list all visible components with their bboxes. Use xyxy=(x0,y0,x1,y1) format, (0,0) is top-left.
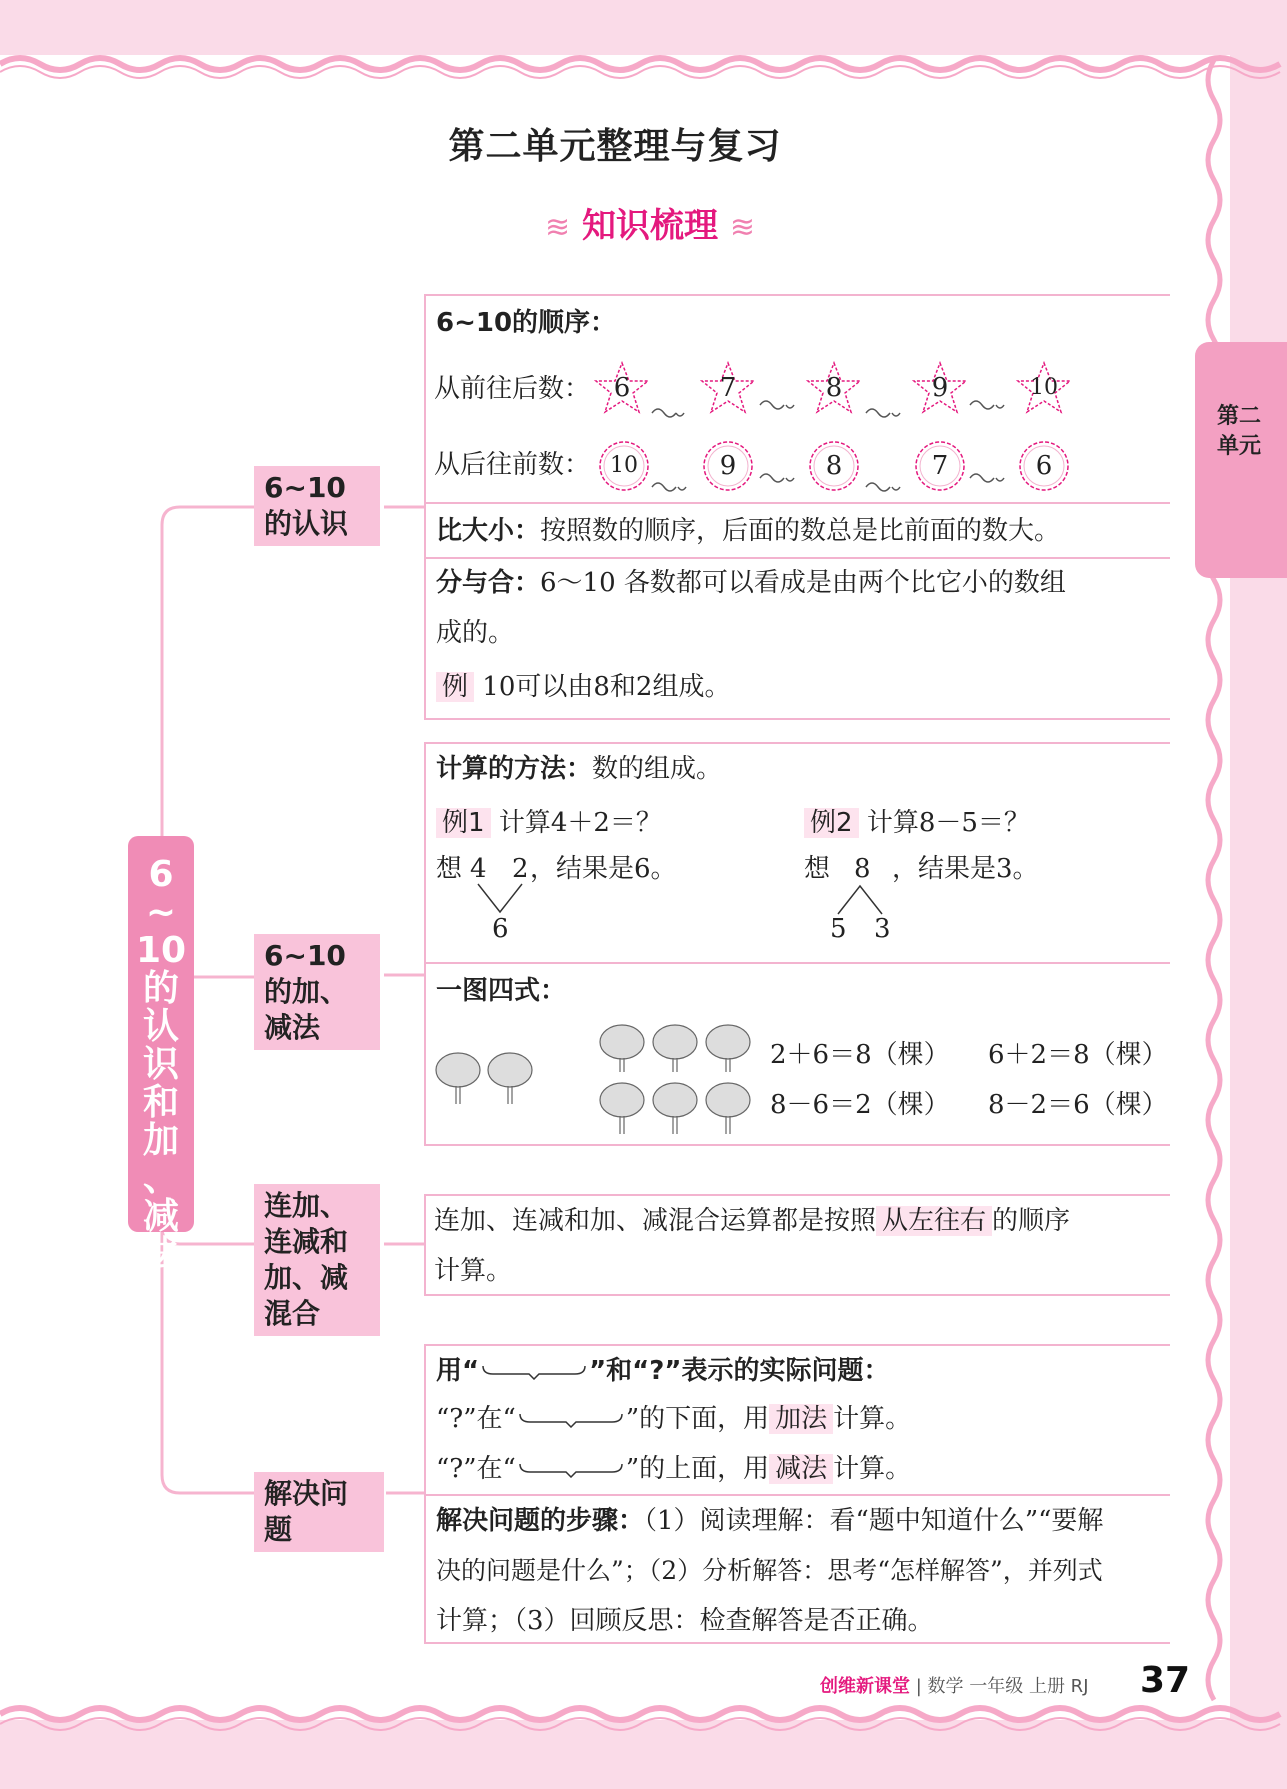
calc-label: 计算的方法： xyxy=(436,754,593,784)
example1-tag: 例1 xyxy=(436,808,491,838)
root-char: 的 xyxy=(142,968,179,1009)
fourfacts-label-text: 一图四式： xyxy=(436,976,567,1006)
compare-line xyxy=(436,514,1060,548)
solve-line-add xyxy=(436,1402,911,1436)
star-number-label: 10 xyxy=(1030,375,1058,400)
example2-tag: 例2 xyxy=(804,808,859,838)
wave-decoration-right: ≋ xyxy=(729,210,755,245)
solve-line-sub-end: 计算。 xyxy=(833,1454,912,1484)
example1-think: 想 xyxy=(436,854,463,884)
root-char: 法 xyxy=(142,1234,179,1275)
backward-label: 从后往前数： xyxy=(434,450,591,480)
divider xyxy=(424,962,1170,964)
compare-label: 比大小： xyxy=(436,516,541,546)
example-tag: 例 xyxy=(436,672,474,702)
solve-line-add-mid: ”的下面，用 xyxy=(625,1404,770,1434)
calc-line xyxy=(436,752,722,786)
brace-icon xyxy=(479,1364,589,1380)
example2-part-b: 3 xyxy=(874,914,891,944)
page-title: 第二单元整理与复习 xyxy=(448,126,782,167)
example2-think: 想 xyxy=(804,854,831,884)
example1-question xyxy=(436,806,662,840)
solve-heading-start: 用“ xyxy=(436,1356,480,1386)
root-char: 减 xyxy=(142,1196,179,1237)
divider xyxy=(424,1494,1170,1496)
example1-branch-lines xyxy=(476,882,526,916)
flower-number xyxy=(700,438,756,494)
wave-decoration-left: ≋ xyxy=(545,210,571,245)
star-number xyxy=(806,360,862,416)
star-number xyxy=(1016,360,1072,416)
star-number xyxy=(700,360,756,416)
example-text: 10可以由8和2组成。 xyxy=(482,672,731,702)
flower-number xyxy=(912,438,968,494)
mixed-text: 连加、连减和加、减混合运算都是按照 xyxy=(434,1206,877,1236)
solve-heading xyxy=(436,1354,889,1388)
root-char: 认 xyxy=(142,1006,179,1047)
flower-number-label: 9 xyxy=(719,451,737,481)
compare-text: 按照数的顺序，后面的数总是比前面的数大。 xyxy=(540,516,1061,546)
flower-number-label: 6 xyxy=(1035,451,1053,481)
root-char: 识 xyxy=(142,1044,179,1085)
solve-line-sub xyxy=(436,1452,911,1486)
fourfacts-label xyxy=(436,974,566,1008)
root-char: 10 xyxy=(135,930,187,971)
unit-side-tab-label: 第二单元 xyxy=(1216,404,1261,459)
root-char: 加 xyxy=(142,1120,179,1161)
branch-addsub: 6~10的加、减法 xyxy=(254,934,380,1050)
root-char: ~ xyxy=(145,892,177,933)
branch-recognize: 6~10的认识 xyxy=(254,466,380,546)
footer-brand: 创维新课堂 xyxy=(820,1676,910,1697)
solve-heading-end: ”和“?”表示的实际问题： xyxy=(589,1356,890,1386)
star-number xyxy=(594,360,650,416)
order-heading: 6~10的顺序： xyxy=(436,308,617,338)
root-char: 、 xyxy=(142,1158,179,1199)
branch-mixed: 连加、连减和加、减混合 xyxy=(254,1184,380,1336)
mixed-highlight: 从左往右 xyxy=(876,1206,992,1236)
flower-number-label: 10 xyxy=(610,453,638,478)
page-number: 37 xyxy=(1140,1660,1191,1701)
flower-number xyxy=(806,438,862,494)
example1-whole: 6 xyxy=(492,914,509,944)
star-number-label: 6 xyxy=(613,373,631,403)
mixed-text-cont: 计算。 xyxy=(434,1256,513,1286)
mixed-text-end: 的顺序 xyxy=(992,1206,1071,1236)
equation: 8－2＝6（棵） xyxy=(988,1090,1168,1120)
equation: 6＋2＝8（棵） xyxy=(988,1040,1168,1070)
equation: 8－6＝2（棵） xyxy=(770,1090,950,1120)
subtitle-text: 知识梳理 xyxy=(582,206,718,246)
footer xyxy=(820,1672,1089,1698)
flower-number-label: 7 xyxy=(931,451,949,481)
mixed-line xyxy=(434,1204,1070,1238)
star-number-label: 8 xyxy=(825,373,843,403)
solve-line-sub-mid: ”的上面，用 xyxy=(625,1454,770,1484)
root-char: 6 xyxy=(148,854,174,895)
example1-part-b: 2 xyxy=(512,854,529,884)
solve-line-sub-start: “?”在“ xyxy=(436,1454,516,1484)
solve-line-add-end: 计算。 xyxy=(833,1404,912,1434)
calc-text: 数的组成。 xyxy=(592,754,723,784)
solve-line-add-start: “?”在“ xyxy=(436,1404,516,1434)
star-number-label: 7 xyxy=(719,373,737,403)
tree-group-2-icon xyxy=(432,1048,538,1106)
equation: 2＋6＝8（棵） xyxy=(770,1040,950,1070)
example2-question xyxy=(804,806,1030,840)
branch-solve: 解决问题 xyxy=(254,1472,384,1552)
example2-part-a: 5 xyxy=(830,914,847,944)
brace-up-icon xyxy=(516,1462,626,1478)
example2-whole: 8 xyxy=(854,854,871,884)
addition-highlight: 加法 xyxy=(769,1404,833,1434)
forward-label: 从前往后数： xyxy=(434,374,591,404)
example1-part-a: 4 xyxy=(470,854,487,884)
example2-result: ，结果是3。 xyxy=(892,854,1039,884)
footer-info: | 数学 一年级 上册 RJ xyxy=(915,1676,1089,1697)
compose-text-cont: 成的。 xyxy=(436,618,515,648)
flower-number-label: 8 xyxy=(825,451,843,481)
brace-down-icon xyxy=(516,1412,626,1428)
example1-result: ，结果是6。 xyxy=(530,854,677,884)
compose-text: 6～10 各数都可以看成是由两个比它小的数组 xyxy=(540,568,1066,598)
flower-number xyxy=(596,438,652,494)
steps-text-end: 计算；（3）回顾反思：检查解答是否正确。 xyxy=(436,1606,934,1636)
star-number-label: 9 xyxy=(931,373,949,403)
compose-label: 分与合： xyxy=(436,568,541,598)
subtraction-highlight: 减法 xyxy=(769,1454,833,1484)
example2-text: 计算8－5＝？ xyxy=(866,808,1030,838)
flower-number xyxy=(1016,438,1072,494)
root-char: 和 xyxy=(142,1082,179,1123)
star-number xyxy=(912,360,968,416)
steps-line xyxy=(436,1504,1103,1538)
example1-text: 计算4＋2＝？ xyxy=(498,808,662,838)
tree-group-6-icon xyxy=(598,1022,752,1138)
steps-label: 解决问题的步骤： xyxy=(436,1506,645,1536)
compose-example xyxy=(436,670,730,704)
steps-text-cont: 决的问题是什么”；（2）分析解答：思考“怎样解答”，并列式 xyxy=(436,1556,1103,1585)
steps-text: （1）阅读理解：看“题中知道什么”“要解 xyxy=(644,1506,1104,1536)
compose-line xyxy=(436,566,1066,600)
